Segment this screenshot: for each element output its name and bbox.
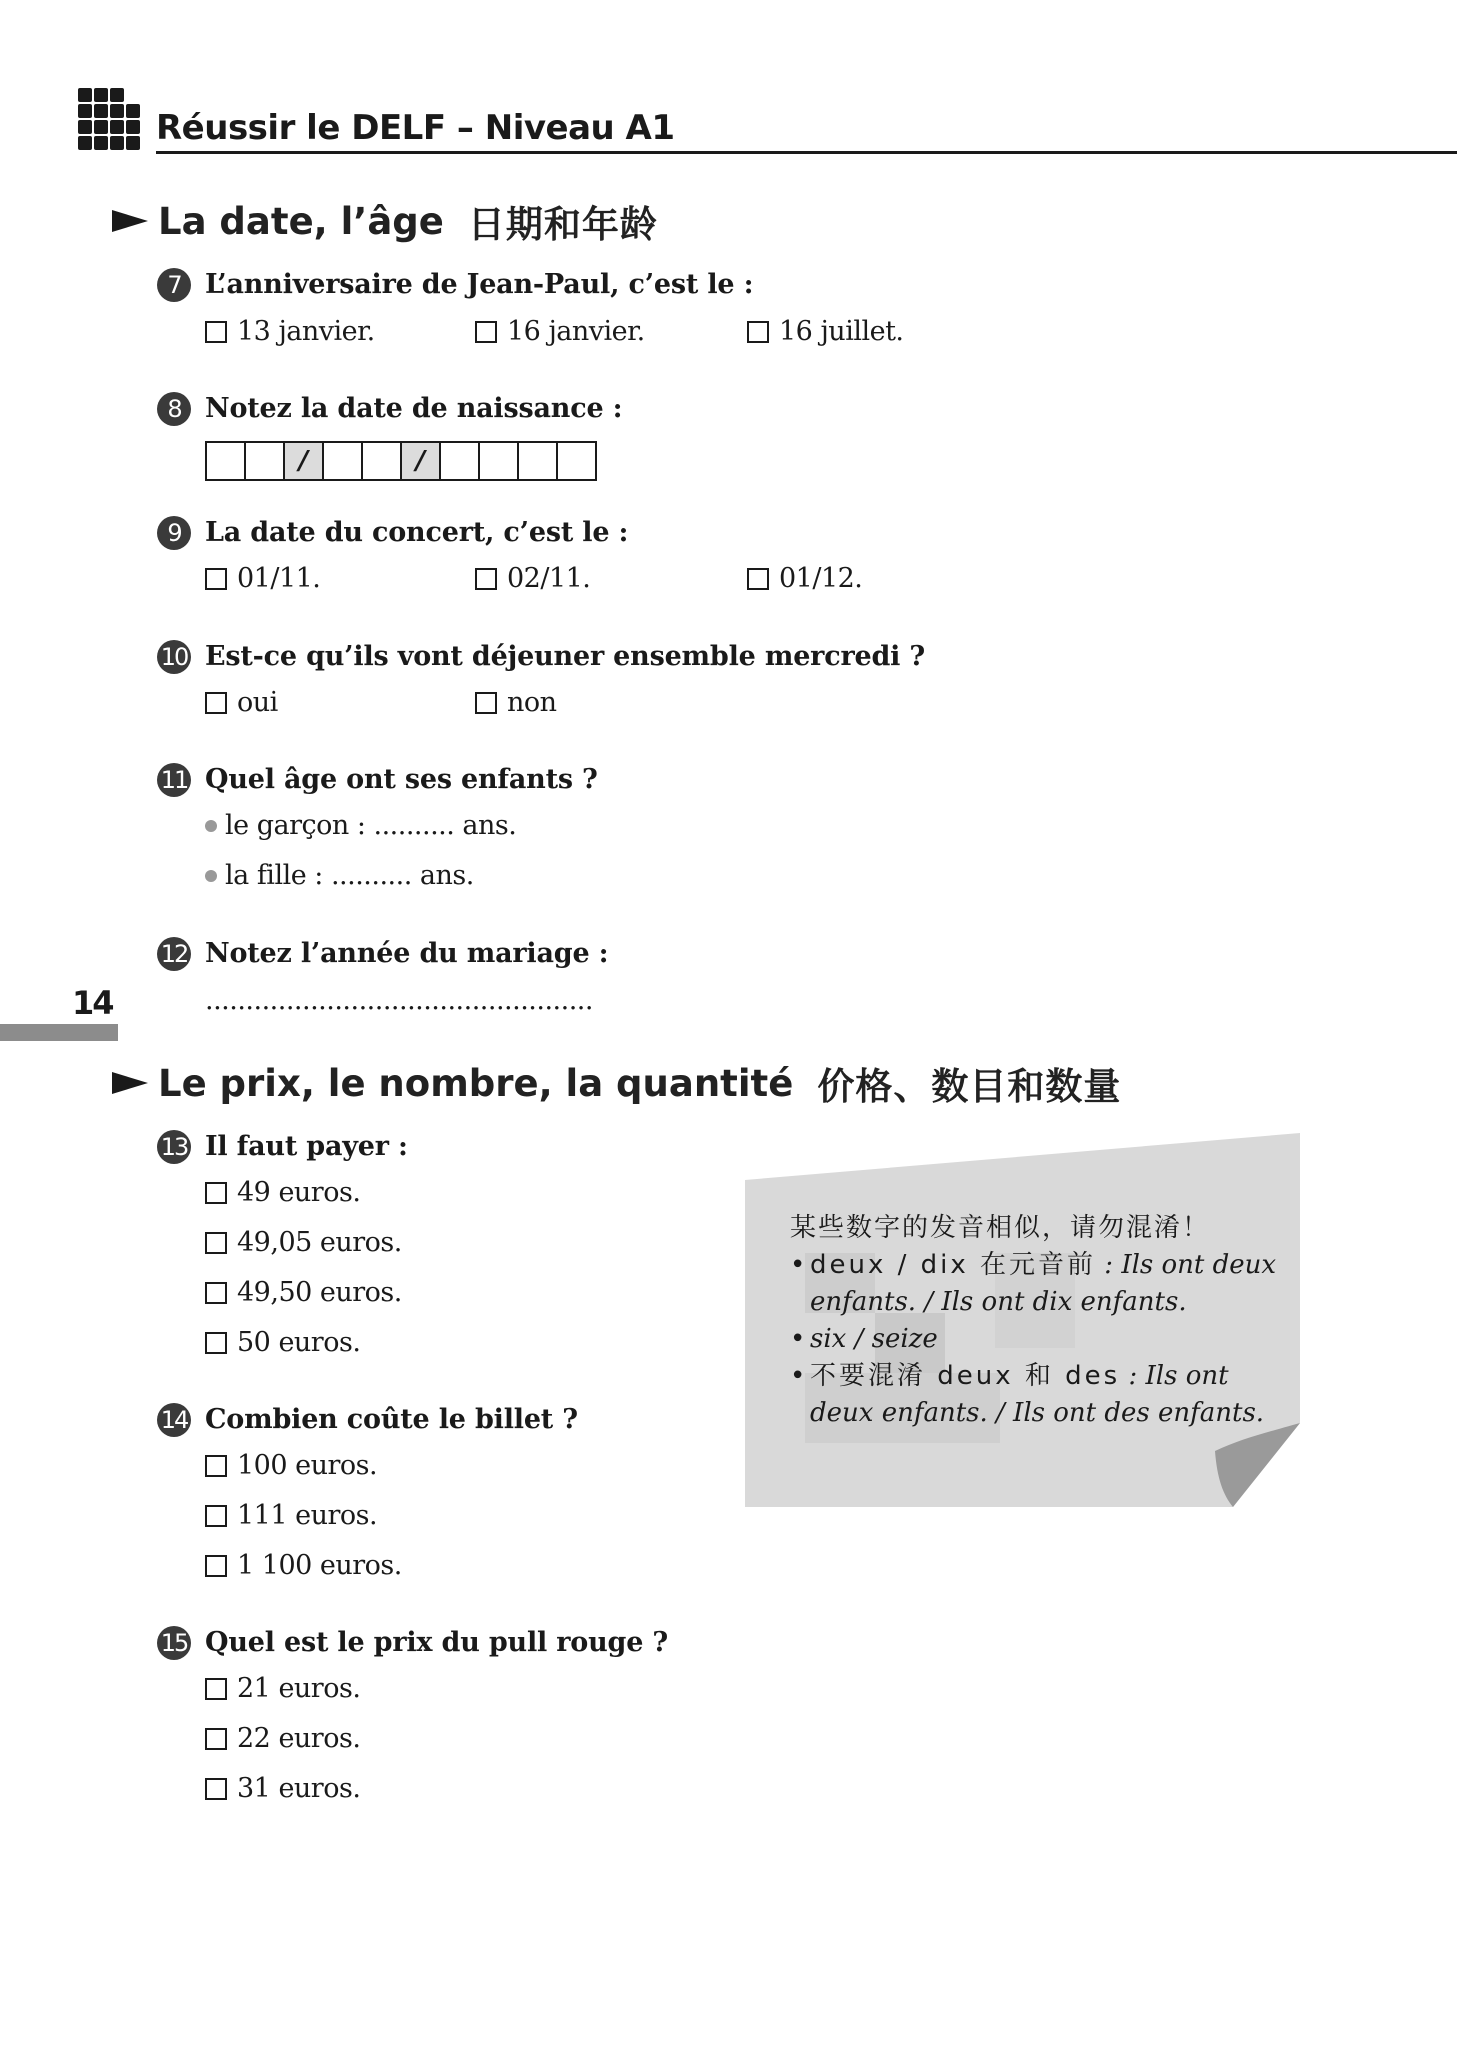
- tip-note-bullet: • deux / dix 在元音前 : Ils ont deux enfants. / Ils ont dix enfants.: [790, 1247, 1280, 1321]
- checkbox[interactable]: [205, 1505, 227, 1527]
- question-number-10: 10: [157, 640, 191, 674]
- checkbox[interactable]: [205, 1678, 227, 1700]
- question-number-11: 11: [157, 763, 191, 797]
- checkbox[interactable]: [205, 1282, 227, 1304]
- q12-answer-line[interactable]: ................................................: [205, 985, 593, 1016]
- checkbox[interactable]: [475, 692, 497, 714]
- question-9-text: La date du concert, c’est le :: [205, 517, 629, 548]
- checkbox[interactable]: [205, 1455, 227, 1477]
- question-14-text: Combien coûte le billet ?: [205, 1404, 578, 1435]
- bullet-icon: [205, 820, 217, 832]
- date-cell[interactable]: [441, 443, 480, 479]
- date-separator: /: [402, 443, 441, 479]
- q13-option-4[interactable]: 50 euros.: [205, 1327, 360, 1358]
- tip-note-bullet: • six / seize: [790, 1321, 1280, 1358]
- checkbox[interactable]: [205, 1232, 227, 1254]
- date-separator: /: [285, 443, 324, 479]
- q15-option-2[interactable]: 22 euros.: [205, 1723, 360, 1754]
- q10-option-oui[interactable]: oui: [205, 687, 278, 718]
- checkbox[interactable]: [205, 321, 227, 343]
- tip-note-content: [790, 1210, 1280, 1432]
- checkbox[interactable]: [205, 1332, 227, 1354]
- date-cell[interactable]: [480, 443, 519, 479]
- page-number-bar: [0, 1024, 118, 1041]
- q13-option-1[interactable]: 49 euros.: [205, 1177, 360, 1208]
- checkbox[interactable]: [747, 321, 769, 343]
- question-13-text: Il faut payer :: [205, 1131, 408, 1162]
- q14-option-2[interactable]: 111 euros.: [205, 1500, 377, 1531]
- q9-option-2[interactable]: 02/11.: [475, 563, 590, 594]
- q14-option-1[interactable]: 100 euros.: [205, 1450, 377, 1481]
- question-number-9: 9: [157, 516, 191, 550]
- tip-note-bullet: • 不要混淆 deux 和 des : Ils ont deux enfants. / Ils ont des enfants.: [790, 1358, 1280, 1432]
- section-arrow-icon: [112, 1072, 148, 1094]
- question-15-text: Quel est le prix du pull rouge ?: [205, 1627, 669, 1658]
- bullet-icon: [205, 870, 217, 882]
- section-title-fr: Le prix, le nombre, la quantité: [158, 1061, 794, 1105]
- book-title: Réussir le DELF – Niveau A1: [156, 108, 675, 148]
- q14-option-3[interactable]: 1 100 euros.: [205, 1550, 402, 1581]
- q10-option-non[interactable]: non: [475, 687, 557, 718]
- checkbox[interactable]: [205, 568, 227, 590]
- section-heading-date-age: [112, 194, 658, 248]
- page-number: 14: [72, 984, 113, 1022]
- section-arrow-icon: [112, 210, 148, 232]
- date-of-birth-grid[interactable]: [205, 441, 597, 481]
- checkbox[interactable]: [205, 692, 227, 714]
- question-10-text: Est-ce qu’ils vont déjeuner ensemble mercredi ?: [205, 641, 926, 672]
- series-logo: [78, 88, 142, 148]
- checkbox[interactable]: [747, 568, 769, 590]
- title-rule: [156, 151, 1457, 154]
- q9-option-1[interactable]: 01/11.: [205, 563, 320, 594]
- question-number-8: 8: [157, 392, 191, 426]
- q15-option-3[interactable]: 31 euros.: [205, 1773, 360, 1804]
- question-7-text: L’anniversaire de Jean-Paul, c’est le :: [205, 269, 754, 300]
- section-title-zh: 价格、数目和数量: [817, 1065, 1122, 1108]
- checkbox[interactable]: [205, 1555, 227, 1577]
- date-cell[interactable]: [246, 443, 285, 479]
- q7-option-1[interactable]: 13 janvier.: [205, 316, 375, 347]
- question-number-7: 7: [157, 268, 191, 302]
- date-cell[interactable]: [519, 443, 558, 479]
- section-heading-price-quantity: [112, 1056, 1121, 1110]
- question-number-15: 15: [157, 1626, 191, 1660]
- date-cell[interactable]: [363, 443, 402, 479]
- question-number-12: 12: [157, 937, 191, 971]
- q13-option-3[interactable]: 49,50 euros.: [205, 1277, 402, 1308]
- q7-option-3[interactable]: 16 juillet.: [747, 316, 904, 347]
- date-cell[interactable]: [324, 443, 363, 479]
- question-number-14: 14: [157, 1403, 191, 1437]
- question-12-text: Notez l’année du mariage :: [205, 938, 609, 969]
- checkbox[interactable]: [475, 568, 497, 590]
- section-title-zh: 日期和年龄: [467, 203, 658, 246]
- q11-item-boy: le garçon : .......... ans.: [205, 810, 516, 841]
- q15-option-1[interactable]: 21 euros.: [205, 1673, 360, 1704]
- date-cell[interactable]: [207, 443, 246, 479]
- section-title-fr: La date, l’âge: [158, 199, 444, 243]
- q7-option-2[interactable]: 16 janvier.: [475, 316, 645, 347]
- checkbox[interactable]: [205, 1778, 227, 1800]
- q9-option-3[interactable]: 01/12.: [747, 563, 862, 594]
- q11-item-girl: la fille : .......... ans.: [205, 860, 474, 891]
- q13-option-2[interactable]: 49,05 euros.: [205, 1227, 402, 1258]
- checkbox[interactable]: [475, 321, 497, 343]
- date-cell[interactable]: [558, 443, 595, 479]
- tip-note-title: 某些数字的发音相似，请勿混淆！: [790, 1213, 1211, 1243]
- question-11-text: Quel âge ont ses enfants ?: [205, 764, 598, 795]
- checkbox[interactable]: [205, 1728, 227, 1750]
- question-number-13: 13: [157, 1130, 191, 1164]
- checkbox[interactable]: [205, 1182, 227, 1204]
- question-8-text: Notez la date de naissance :: [205, 393, 623, 424]
